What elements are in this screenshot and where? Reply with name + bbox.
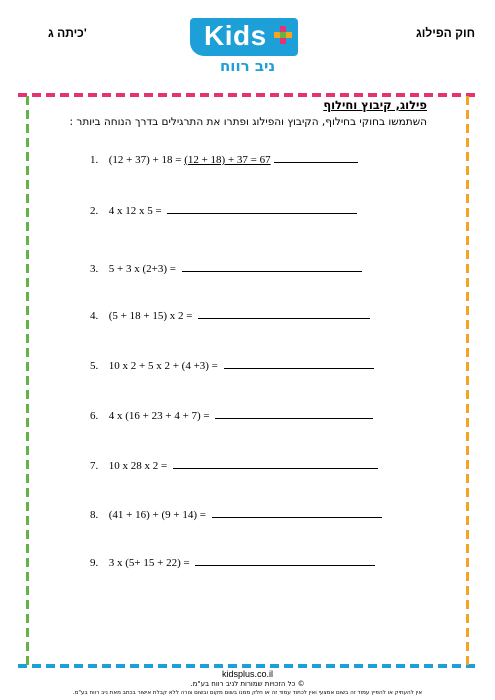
question-5 — [90, 359, 374, 372]
question-number: 1. — [90, 154, 99, 166]
question-expression: 4 x 12 x 5 = — [108, 205, 162, 217]
question-number: 2. — [90, 205, 99, 217]
logo-word: Kids — [204, 20, 267, 51]
question-expression: 10 x 2 + 5 x 2 + (4 +3) = — [108, 360, 218, 372]
question-number: 8. — [90, 509, 99, 521]
frame-right-border — [466, 96, 469, 666]
question-1 — [90, 153, 358, 166]
worksheet-topic: חוק הפילוג — [416, 26, 475, 40]
answer-line[interactable] — [215, 409, 373, 419]
answer-line[interactable] — [195, 556, 375, 566]
answer-line[interactable] — [224, 359, 374, 369]
question-8 — [90, 508, 382, 521]
answer-line[interactable] — [182, 262, 362, 272]
answer-line[interactable] — [173, 459, 378, 469]
question-expression: (41 + 16) + (9 + 14) = — [108, 509, 206, 521]
footer-legal-notice: אין להעתיק או להפיץ עמוד זה בשום אמצעי ואין לכתוד עמוד זה או חלק ממנו בשום מקום ובשום צורה ללא קבלת אישור בכתב מאת ניב רווח בע"מ. — [72, 690, 423, 696]
question-expression: 5 + 3 x (2+3) = — [108, 263, 176, 275]
logo-plus-icon-center — [280, 32, 286, 38]
answer-line[interactable] — [167, 204, 357, 214]
question-7 — [90, 459, 378, 472]
worksheet-title: פילוג, קיבוץ וחילוף — [323, 98, 427, 112]
question-number: 5. — [90, 360, 99, 372]
frame-left-border — [26, 96, 29, 666]
question-number: 9. — [90, 557, 99, 569]
answer-line[interactable] — [274, 153, 358, 163]
question-9 — [90, 556, 375, 569]
frame-bottom-border — [18, 664, 476, 668]
question-answer: (12 + 18) + 37 = 67 — [184, 154, 271, 166]
question-expression: (5 + 18 + 15) x 2 = — [108, 310, 193, 322]
answer-line[interactable] — [212, 508, 382, 518]
answer-line[interactable] — [198, 309, 370, 319]
worksheet-instructions: השתמשו בחוקי בחילוף, הקיבוץ והפילוג ופתרו את התרגילים בדרך הנוחה ביותר : — [69, 116, 427, 128]
question-expression: 4 x (16 + 23 + 4 + 7) = — [108, 410, 210, 422]
footer-copyright: © כל הזכויות שמורות לניב רווח בע"מ. — [190, 680, 305, 688]
frame-top-border — [18, 93, 476, 97]
question-2 — [90, 204, 357, 217]
logo-subtitle: ניב רווח — [220, 57, 276, 75]
question-number: 7. — [90, 460, 99, 472]
question-expression: 10 x 28 x 2 = — [108, 460, 168, 472]
question-number: 4. — [90, 310, 99, 322]
question-number: 6. — [90, 410, 99, 422]
question-3 — [90, 262, 362, 275]
footer-website-link[interactable]: kidsplus.co.il — [221, 669, 274, 679]
question-6 — [90, 409, 373, 422]
question-expression: (12 + 37) + 18 = — [108, 154, 182, 166]
question-number: 3. — [90, 263, 99, 275]
grade-label: כיתה ג' — [48, 26, 87, 40]
question-expression: 3 x (5+ 15 + 22) = — [108, 557, 190, 569]
kids-logo — [190, 18, 300, 80]
question-4 — [90, 309, 370, 322]
